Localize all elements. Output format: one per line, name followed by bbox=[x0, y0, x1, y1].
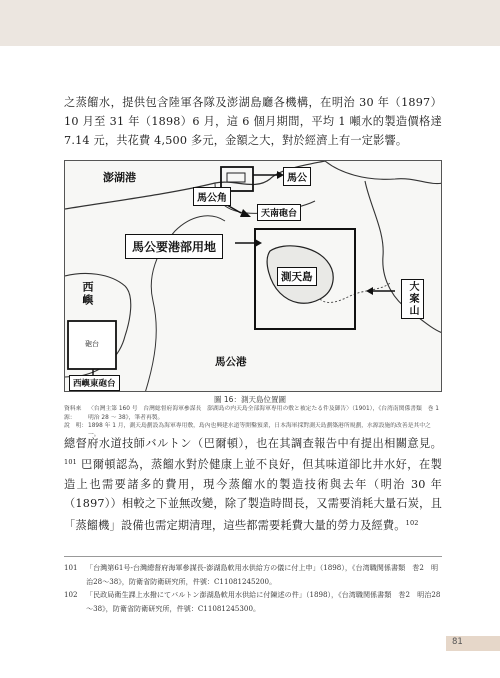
footnote-number: 101 bbox=[64, 563, 78, 572]
figure-caption: 圖 16：測天島位置圖 bbox=[214, 395, 286, 404]
figure-note-text: 1898 年 1 月，測天島劃設為海軍專用敷，島內也興建水道等開鑿預業，日本海軍採對測天島劃築港所規劃，水源設施的改善是其中之一。 bbox=[88, 423, 431, 438]
footnote-number: 102 bbox=[64, 590, 78, 599]
footnote-text: 「台灣第61号-台灣總督府海軍參謀長-澎湖島軟用水供給方の儀に付上申」（1898），《台湾職関係書類 巻2 明治28～38》，防衛省防衛研究所，件號：C11081245200。 bbox=[86, 563, 439, 586]
map-label-tiannan-fort: 天南砲台 bbox=[257, 204, 301, 221]
map-label-magong-top: 馬公 bbox=[283, 167, 311, 186]
footnotes bbox=[64, 561, 442, 615]
map-drawing bbox=[65, 161, 442, 392]
figure-note-label: 說 明： bbox=[64, 423, 88, 429]
map-label-west-islet-east-fort: 西嶼東砲台 bbox=[69, 375, 120, 391]
map-label-small-box: 砲台 bbox=[85, 340, 99, 348]
map-label-magong-harbor: 馬公港 bbox=[215, 356, 247, 368]
page-number: 81 bbox=[452, 637, 463, 647]
figure-note-text: 〈台灣主第 160 号 台灣総督府海軍參謀長 澎湖島の内天島全部海軍専用の敷と被定たる件及御告〉（1901），《台湾南関係書類 巻 1 明治 28 ～ 38》，筆者再製。 bbox=[88, 406, 445, 421]
body-paragraph-middle bbox=[64, 434, 442, 535]
footnote-ref[interactable]: 101 bbox=[64, 458, 78, 467]
map-figure bbox=[64, 160, 442, 392]
figure-note-source bbox=[64, 405, 445, 422]
map-label-penghu-harbor: 澎湖港 bbox=[103, 171, 136, 184]
header-band bbox=[0, 0, 500, 46]
map-label-daan-mountain: 大案山 bbox=[401, 279, 424, 319]
footnote-ref[interactable]: 102 bbox=[405, 518, 419, 527]
map-label-magong-point: 馬公角 bbox=[193, 187, 231, 206]
footnote-text: 「民政局衛生課上水撥にてバルトン澎湖島軟用水供給に付陳述の件」（1898），《台湾職関係書類 巻2 明治28～38》，防衛省防衛研究所，件號：C11081245300。 bbox=[86, 590, 441, 613]
paragraph-text: 總督府水道技師バルトン（巴爾頓），也在其調查報告中有提出相關意見。 bbox=[64, 437, 442, 450]
map-label-west-islet: 西嶼 bbox=[81, 281, 94, 307]
footnote-item bbox=[64, 588, 442, 615]
figure-note-label: 資料來源： bbox=[64, 406, 82, 421]
footnote-item bbox=[64, 561, 442, 588]
footnote-divider bbox=[64, 556, 442, 557]
paragraph-text: 巴爾頓認為，蒸餾水對於健康上並不良好，但其味道卻比井水好，在製造上也需要諸多的費用，現今蒸餾水的製造技術與去年（明治 30 年（1897））相較之下並無改變，除了製造時間長，又需要消耗大量石炭，且「蒸餾機」設備也需定期清理，這些都需要耗費大量的勞力及經費。 bbox=[64, 458, 442, 532]
map-label-magong-fortress: 馬公要港部用地 bbox=[125, 234, 223, 259]
map-label-cetian-island: 測天島 bbox=[277, 267, 317, 286]
body-paragraph-top: 之蒸餾水，提供包含陸軍各隊及澎湖島廳各機構，在明治 30 年（1897）10 月至 31 年（1898）6 月，這 6 個月期間，平均 1 噸水的製造價格達 7.14 元，共花費 4,500 多元，金額之大，對於經濟上有一定影響。 bbox=[64, 96, 442, 147]
